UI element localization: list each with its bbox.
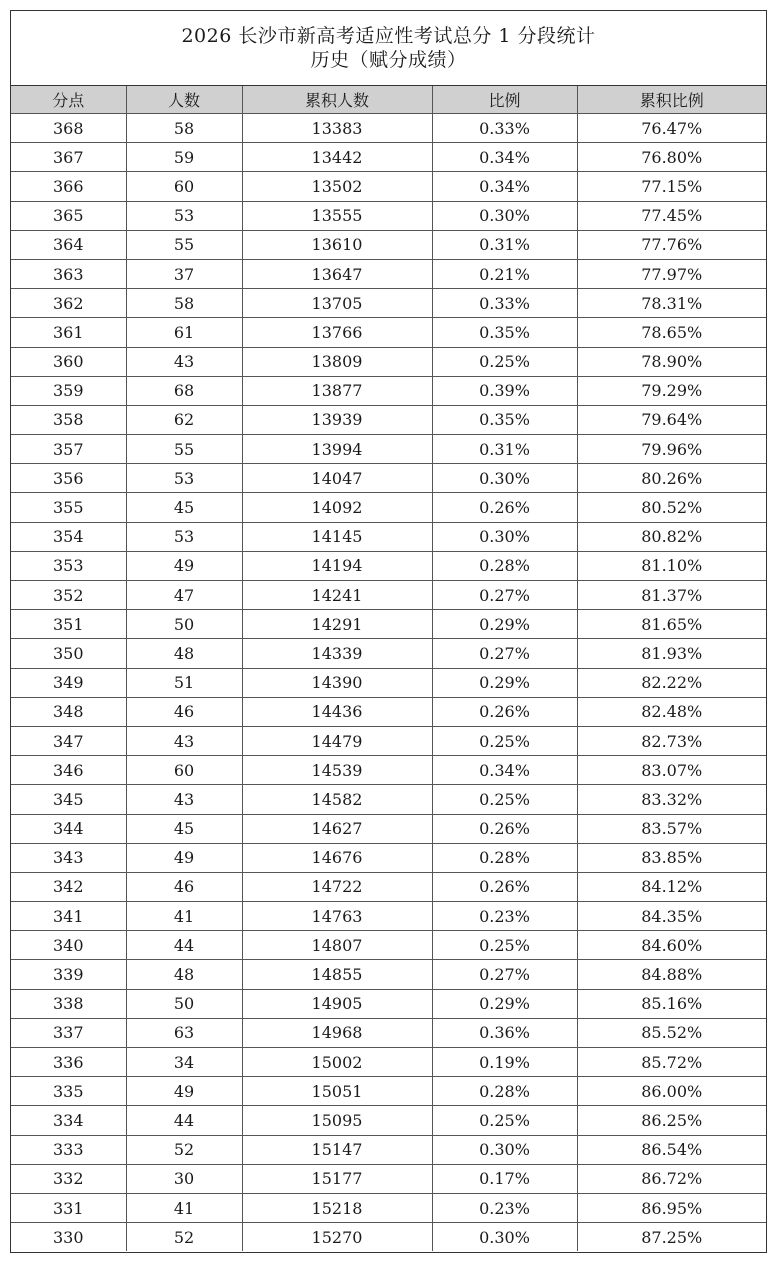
cumulative-ratio-cell: 82.22% xyxy=(577,668,766,697)
count-cell: 49 xyxy=(126,1077,242,1106)
cumulative-count-cell: 15177 xyxy=(242,1164,432,1193)
cumulative-count-cell: 14339 xyxy=(242,639,432,668)
table-row xyxy=(11,143,766,172)
cumulative-count-cell: 14194 xyxy=(242,551,432,580)
score-cell: 343 xyxy=(11,843,126,872)
score-cell: 332 xyxy=(11,1164,126,1193)
table-row xyxy=(11,668,766,697)
cumulative-count-cell: 14479 xyxy=(242,726,432,755)
table-row xyxy=(11,493,766,522)
ratio-cell: 0.29% xyxy=(432,989,577,1018)
score-cell: 362 xyxy=(11,289,126,318)
score-cell: 368 xyxy=(11,114,126,143)
cumulative-ratio-cell: 81.93% xyxy=(577,639,766,668)
cumulative-count-cell: 15095 xyxy=(242,1106,432,1135)
count-cell: 52 xyxy=(126,1223,242,1252)
count-cell: 49 xyxy=(126,551,242,580)
cumulative-count-cell: 13502 xyxy=(242,172,432,201)
count-cell: 61 xyxy=(126,318,242,347)
cumulative-ratio-cell: 84.35% xyxy=(577,902,766,931)
count-cell: 55 xyxy=(126,230,242,259)
table-row xyxy=(11,522,766,551)
cumulative-ratio-cell: 77.45% xyxy=(577,201,766,230)
count-cell: 44 xyxy=(126,1106,242,1135)
score-cell: 351 xyxy=(11,610,126,639)
ratio-cell: 0.28% xyxy=(432,843,577,872)
cumulative-count-cell: 14291 xyxy=(242,610,432,639)
cumulative-count-cell: 13647 xyxy=(242,259,432,288)
score-cell: 365 xyxy=(11,201,126,230)
count-cell: 60 xyxy=(126,756,242,785)
table-row xyxy=(11,1077,766,1106)
table-row xyxy=(11,872,766,901)
score-cell: 346 xyxy=(11,756,126,785)
table-row xyxy=(11,405,766,434)
ratio-cell: 0.30% xyxy=(432,464,577,493)
ratio-cell: 0.19% xyxy=(432,1048,577,1077)
cumulative-ratio-cell: 77.97% xyxy=(577,259,766,288)
table-row xyxy=(11,726,766,755)
ratio-cell: 0.30% xyxy=(432,201,577,230)
score-cell: 353 xyxy=(11,551,126,580)
score-cell: 335 xyxy=(11,1077,126,1106)
cumulative-count-cell: 14047 xyxy=(242,464,432,493)
count-cell: 46 xyxy=(126,872,242,901)
cumulative-ratio-cell: 81.10% xyxy=(577,551,766,580)
cumulative-count-cell: 14436 xyxy=(242,697,432,726)
ratio-cell: 0.29% xyxy=(432,668,577,697)
cumulative-ratio-cell: 82.48% xyxy=(577,697,766,726)
count-cell: 41 xyxy=(126,1193,242,1222)
table-row xyxy=(11,1193,766,1222)
count-cell: 47 xyxy=(126,581,242,610)
table-row xyxy=(11,581,766,610)
ratio-cell: 0.34% xyxy=(432,143,577,172)
ratio-cell: 0.21% xyxy=(432,259,577,288)
count-cell: 45 xyxy=(126,814,242,843)
score-cell: 331 xyxy=(11,1193,126,1222)
cumulative-count-cell: 14722 xyxy=(242,872,432,901)
count-cell: 68 xyxy=(126,376,242,405)
cumulative-ratio-cell: 81.37% xyxy=(577,581,766,610)
ratio-cell: 0.27% xyxy=(432,581,577,610)
score-cell: 347 xyxy=(11,726,126,755)
ratio-cell: 0.26% xyxy=(432,697,577,726)
cumulative-ratio-cell: 86.25% xyxy=(577,1106,766,1135)
cumulative-ratio-cell: 85.16% xyxy=(577,989,766,1018)
count-cell: 58 xyxy=(126,289,242,318)
cumulative-ratio-cell: 85.72% xyxy=(577,1048,766,1077)
cumulative-ratio-cell: 83.32% xyxy=(577,785,766,814)
cumulative-ratio-cell: 84.60% xyxy=(577,931,766,960)
count-cell: 48 xyxy=(126,639,242,668)
cumulative-count-cell: 14676 xyxy=(242,843,432,872)
table-row xyxy=(11,902,766,931)
table-row xyxy=(11,1106,766,1135)
ratio-cell: 0.33% xyxy=(432,289,577,318)
table-row xyxy=(11,435,766,464)
column-header-count: 人数 xyxy=(126,86,242,114)
table-row xyxy=(11,756,766,785)
count-cell: 43 xyxy=(126,726,242,755)
ratio-cell: 0.35% xyxy=(432,405,577,434)
score-cell: 348 xyxy=(11,697,126,726)
table-row xyxy=(11,989,766,1018)
table-row xyxy=(11,464,766,493)
table-row xyxy=(11,289,766,318)
cumulative-ratio-cell: 86.95% xyxy=(577,1193,766,1222)
cumulative-count-cell: 14763 xyxy=(242,902,432,931)
ratio-cell: 0.25% xyxy=(432,347,577,376)
score-cell: 340 xyxy=(11,931,126,960)
ratio-cell: 0.30% xyxy=(432,1223,577,1252)
table-row xyxy=(11,1164,766,1193)
score-distribution-table xyxy=(11,86,766,1251)
cumulative-ratio-cell: 83.85% xyxy=(577,843,766,872)
cumulative-ratio-cell: 80.82% xyxy=(577,522,766,551)
count-cell: 62 xyxy=(126,405,242,434)
page-title: 2026 长沙市新高考适应性考试总分 1 分段统计 xyxy=(181,25,596,47)
ratio-cell: 0.23% xyxy=(432,1193,577,1222)
cumulative-ratio-cell: 80.26% xyxy=(577,464,766,493)
score-cell: 333 xyxy=(11,1135,126,1164)
count-cell: 55 xyxy=(126,435,242,464)
table-row xyxy=(11,114,766,143)
cumulative-ratio-cell: 79.64% xyxy=(577,405,766,434)
count-cell: 43 xyxy=(126,347,242,376)
table-row xyxy=(11,551,766,580)
table-row xyxy=(11,172,766,201)
cumulative-count-cell: 13555 xyxy=(242,201,432,230)
score-cell: 342 xyxy=(11,872,126,901)
cumulative-count-cell: 14855 xyxy=(242,960,432,989)
cumulative-count-cell: 13809 xyxy=(242,347,432,376)
cumulative-count-cell: 15218 xyxy=(242,1193,432,1222)
cumulative-count-cell: 13877 xyxy=(242,376,432,405)
table-row xyxy=(11,814,766,843)
cumulative-count-cell: 14582 xyxy=(242,785,432,814)
table-row xyxy=(11,960,766,989)
table-row xyxy=(11,376,766,405)
cumulative-count-cell: 15270 xyxy=(242,1223,432,1252)
cumulative-ratio-cell: 77.76% xyxy=(577,230,766,259)
count-cell: 58 xyxy=(126,114,242,143)
cumulative-count-cell: 15002 xyxy=(242,1048,432,1077)
count-cell: 37 xyxy=(126,259,242,288)
cumulative-count-cell: 13610 xyxy=(242,230,432,259)
ratio-cell: 0.35% xyxy=(432,318,577,347)
count-cell: 45 xyxy=(126,493,242,522)
ratio-cell: 0.25% xyxy=(432,726,577,755)
table-row xyxy=(11,1018,766,1047)
count-cell: 59 xyxy=(126,143,242,172)
cumulative-count-cell: 13766 xyxy=(242,318,432,347)
column-header-cumulative-count: 累积人数 xyxy=(242,86,432,114)
score-cell: 345 xyxy=(11,785,126,814)
ratio-cell: 0.28% xyxy=(432,551,577,580)
score-cell: 337 xyxy=(11,1018,126,1047)
cumulative-count-cell: 14905 xyxy=(242,989,432,1018)
cumulative-count-cell: 15051 xyxy=(242,1077,432,1106)
cumulative-ratio-cell: 77.15% xyxy=(577,172,766,201)
count-cell: 53 xyxy=(126,201,242,230)
cumulative-count-cell: 13705 xyxy=(242,289,432,318)
ratio-cell: 0.17% xyxy=(432,1164,577,1193)
cumulative-ratio-cell: 81.65% xyxy=(577,610,766,639)
cumulative-count-cell: 13383 xyxy=(242,114,432,143)
cumulative-ratio-cell: 87.25% xyxy=(641,1227,703,1247)
score-cell: 336 xyxy=(11,1048,126,1077)
count-cell: 50 xyxy=(126,610,242,639)
cumulative-ratio-cell: 80.52% xyxy=(577,493,766,522)
table-row xyxy=(11,259,766,288)
count-cell: 60 xyxy=(126,172,242,201)
ratio-cell: 0.25% xyxy=(432,931,577,960)
cumulative-count-cell: 14145 xyxy=(242,522,432,551)
table-row xyxy=(11,697,766,726)
cumulative-ratio-cell: 79.96% xyxy=(577,435,766,464)
table-row xyxy=(11,610,766,639)
score-cell: 338 xyxy=(11,989,126,1018)
table-row xyxy=(11,785,766,814)
count-cell: 50 xyxy=(126,989,242,1018)
score-cell: 360 xyxy=(11,347,126,376)
count-cell: 48 xyxy=(126,960,242,989)
count-cell: 44 xyxy=(126,931,242,960)
page-subtitle: 历史（赋分成绩） xyxy=(310,49,467,71)
column-header-cumulative-ratio: 累积比例 xyxy=(577,86,766,114)
score-cell: 334 xyxy=(11,1106,126,1135)
table-row xyxy=(11,843,766,872)
score-cell: 354 xyxy=(11,522,126,551)
score-cell: 363 xyxy=(11,259,126,288)
score-cell: 358 xyxy=(11,405,126,434)
title-block xyxy=(11,11,766,86)
score-cell: 361 xyxy=(11,318,126,347)
count-cell: 53 xyxy=(126,464,242,493)
ratio-cell: 0.34% xyxy=(432,756,577,785)
cumulative-ratio-cell: 86.00% xyxy=(577,1077,766,1106)
cumulative-ratio-cell: 83.57% xyxy=(577,814,766,843)
cumulative-count-cell: 14092 xyxy=(242,493,432,522)
ratio-cell: 0.30% xyxy=(432,522,577,551)
ratio-cell: 0.27% xyxy=(432,639,577,668)
cumulative-count-cell: 14627 xyxy=(242,814,432,843)
score-cell: 359 xyxy=(11,376,126,405)
column-header-ratio: 比例 xyxy=(432,86,577,114)
ratio-cell: 0.31% xyxy=(432,435,577,464)
table-body xyxy=(11,114,766,1252)
cumulative-count-cell: 13442 xyxy=(242,143,432,172)
score-cell: 355 xyxy=(11,493,126,522)
cumulative-ratio-cell: 86.54% xyxy=(577,1135,766,1164)
cumulative-count-cell: 13994 xyxy=(242,435,432,464)
ratio-cell: 0.31% xyxy=(432,230,577,259)
table-row xyxy=(11,347,766,376)
count-cell: 43 xyxy=(126,785,242,814)
cumulative-ratio-cell: 86.72% xyxy=(577,1164,766,1193)
ratio-cell: 0.29% xyxy=(432,610,577,639)
ratio-cell: 0.34% xyxy=(432,172,577,201)
score-cell: 341 xyxy=(11,902,126,931)
ratio-cell: 0.25% xyxy=(432,785,577,814)
score-cell: 330 xyxy=(11,1223,126,1252)
cumulative-ratio-cell: 82.73% xyxy=(577,726,766,755)
score-table-document xyxy=(10,10,767,1253)
cumulative-count-cell: 14968 xyxy=(242,1018,432,1047)
ratio-cell: 0.25% xyxy=(432,1106,577,1135)
count-cell: 34 xyxy=(126,1048,242,1077)
table-row xyxy=(11,201,766,230)
count-cell: 46 xyxy=(126,697,242,726)
score-cell: 349 xyxy=(11,668,126,697)
count-cell: 63 xyxy=(126,1018,242,1047)
cumulative-ratio-cell: 78.65% xyxy=(577,318,766,347)
cumulative-ratio-cell: 85.52% xyxy=(577,1018,766,1047)
score-cell: 352 xyxy=(11,581,126,610)
count-cell: 53 xyxy=(126,522,242,551)
cumulative-ratio-cell: 76.80% xyxy=(577,143,766,172)
ratio-cell: 0.28% xyxy=(432,1077,577,1106)
ratio-cell: 0.27% xyxy=(432,960,577,989)
cumulative-count-cell: 14807 xyxy=(242,931,432,960)
cumulative-count-cell: 13939 xyxy=(242,405,432,434)
table-row xyxy=(11,1223,766,1252)
count-cell: 52 xyxy=(126,1135,242,1164)
ratio-cell: 0.26% xyxy=(432,872,577,901)
score-cell: 344 xyxy=(11,814,126,843)
ratio-cell: 0.33% xyxy=(432,114,577,143)
ratio-cell: 0.26% xyxy=(432,493,577,522)
cumulative-ratio-cell: 83.07% xyxy=(577,756,766,785)
count-cell: 41 xyxy=(126,902,242,931)
table-row xyxy=(11,931,766,960)
score-cell: 364 xyxy=(11,230,126,259)
score-cell: 357 xyxy=(11,435,126,464)
score-cell: 339 xyxy=(11,960,126,989)
table-row xyxy=(11,1135,766,1164)
count-cell: 49 xyxy=(126,843,242,872)
ratio-cell: 0.36% xyxy=(432,1018,577,1047)
cumulative-ratio-cell: 78.90% xyxy=(577,347,766,376)
ratio-cell: 0.30% xyxy=(432,1135,577,1164)
cumulative-ratio-cell: 79.29% xyxy=(577,376,766,405)
ratio-cell: 0.26% xyxy=(432,814,577,843)
cumulative-count-cell: 14241 xyxy=(242,581,432,610)
score-cell: 366 xyxy=(11,172,126,201)
count-cell: 51 xyxy=(126,668,242,697)
cumulative-count-cell: 14390 xyxy=(242,668,432,697)
column-header-score: 分点 xyxy=(11,86,126,114)
table-row xyxy=(11,230,766,259)
ratio-cell: 0.23% xyxy=(432,902,577,931)
score-cell: 356 xyxy=(11,464,126,493)
score-cell: 367 xyxy=(11,143,126,172)
ratio-cell: 0.39% xyxy=(432,376,577,405)
table-row xyxy=(11,639,766,668)
score-cell: 350 xyxy=(11,639,126,668)
cumulative-ratio-cell: 84.88% xyxy=(577,960,766,989)
table-row xyxy=(11,1048,766,1077)
count-cell: 30 xyxy=(126,1164,242,1193)
cumulative-ratio-cell: 76.47% xyxy=(577,114,766,143)
table-row xyxy=(11,318,766,347)
cumulative-count-cell: 15147 xyxy=(242,1135,432,1164)
cumulative-ratio-cell: 84.12% xyxy=(577,872,766,901)
cumulative-count-cell: 14539 xyxy=(242,756,432,785)
cumulative-ratio-cell: 78.31% xyxy=(577,289,766,318)
table-header-row xyxy=(11,86,766,114)
